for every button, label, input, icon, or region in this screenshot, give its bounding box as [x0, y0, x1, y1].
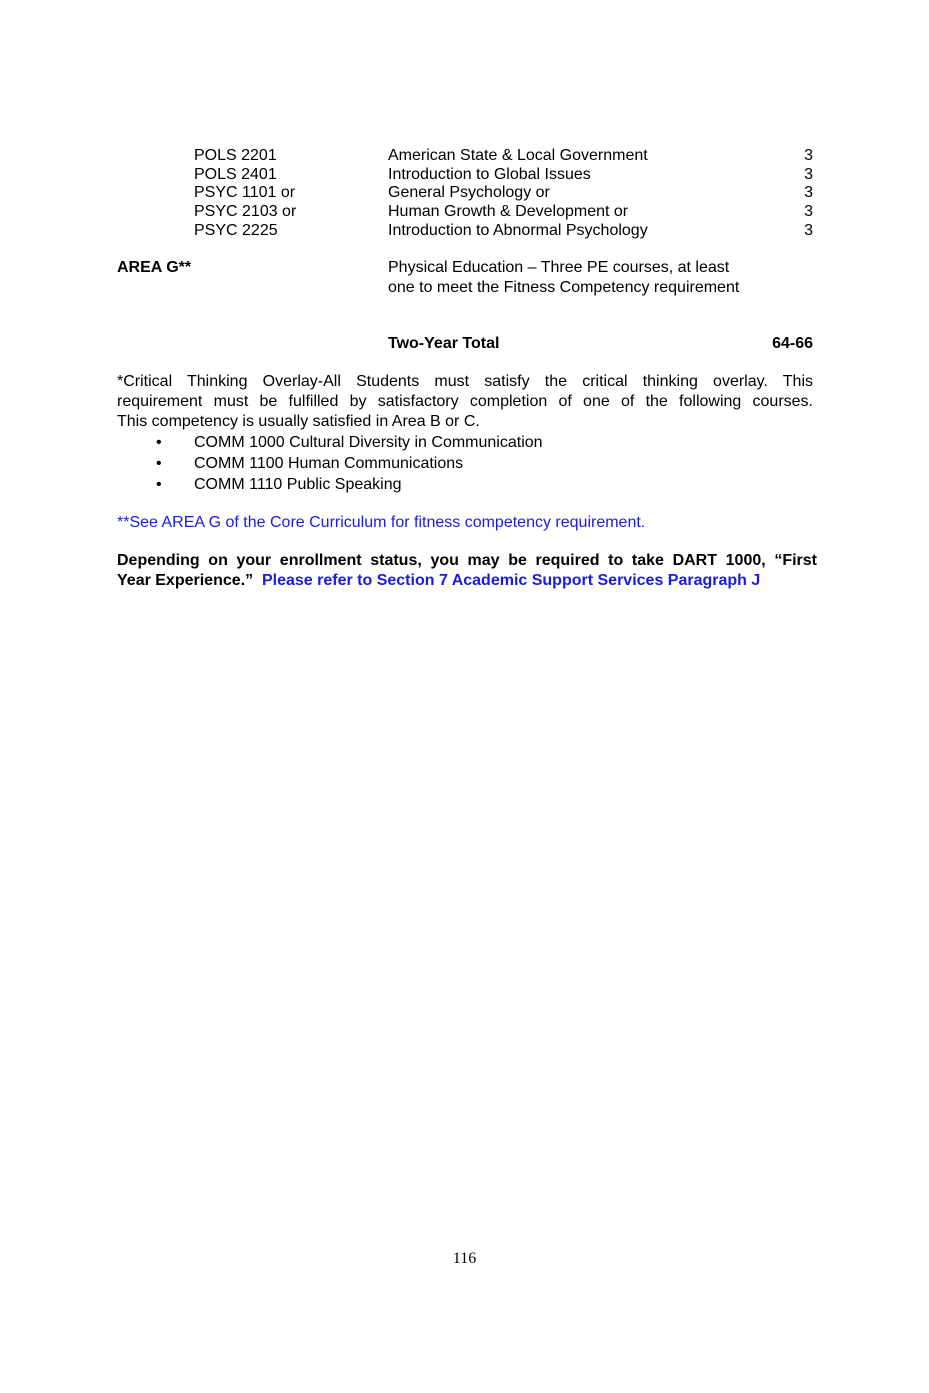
enrollment-notice — [117, 551, 817, 591]
list-item-text: COMM 1110 Public Speaking — [194, 476, 402, 493]
list-item-text: COMM 1000 Cultural Diversity in Communication — [194, 434, 543, 451]
course-credits: 3 — [804, 166, 813, 183]
area-g-description — [388, 258, 808, 298]
list-item-text: COMM 1100 Human Communications — [194, 455, 464, 472]
paragraph-line: This competency is usually satisfied in Area B or C. — [117, 413, 480, 430]
course-row — [0, 202, 929, 221]
course-credits: 3 — [804, 184, 813, 201]
two-year-total-value: 64-66 — [772, 335, 813, 352]
course-row — [0, 183, 929, 202]
course-code: PSYC 2103 or — [194, 203, 297, 220]
list-item — [0, 453, 929, 474]
list-item — [0, 432, 929, 453]
course-row — [0, 221, 929, 240]
two-year-total-label: Two-Year Total — [388, 335, 500, 352]
list-item — [0, 474, 929, 495]
section-7-reference-link[interactable]: Please refer to Section 7 Academic Support Services Paragraph J — [261, 572, 761, 589]
area-g-desc-line: one to meet the Fitness Competency requirement — [388, 279, 740, 296]
bullet-icon: • — [156, 476, 162, 493]
course-code: POLS 2401 — [194, 166, 277, 183]
course-title: Introduction to Abnormal Psychology — [388, 222, 648, 239]
critical-thinking-paragraph — [117, 372, 813, 432]
course-credits: 3 — [804, 147, 813, 164]
area-g-label: AREA G** — [117, 259, 192, 276]
course-title: Human Growth & Development or — [388, 203, 629, 220]
area-g-fitness-note: **See AREA G of the Core Curriculum for fitness competency requirement. — [117, 514, 646, 531]
paragraph-line: requirement must be fulfilled by satisfactory completion of one of the following courses. — [117, 393, 813, 410]
enrollment-line — [117, 571, 817, 591]
course-title: Introduction to Global Issues — [388, 166, 591, 183]
course-credits: 3 — [804, 203, 813, 220]
comm-course-list — [0, 432, 929, 495]
area-g-desc-line: Physical Education – Three PE courses, at least — [388, 259, 730, 276]
enrollment-text: Year Experience.” — [117, 572, 254, 589]
course-title: General Psychology or — [388, 184, 550, 201]
course-code: PSYC 2225 — [194, 222, 278, 239]
page-number: 116 — [452, 1250, 477, 1267]
course-row — [0, 146, 929, 165]
course-code: POLS 2201 — [194, 147, 277, 164]
bullet-icon: • — [156, 455, 162, 472]
course-title: American State & Local Government — [388, 147, 648, 164]
bullet-icon: • — [156, 434, 162, 451]
course-code: PSYC 1101 or — [194, 184, 296, 201]
paragraph-line: *Critical Thinking Overlay-All Students must satisfy the critical thinking overlay. This — [117, 373, 813, 390]
course-credits: 3 — [804, 222, 813, 239]
course-row — [0, 165, 929, 184]
enrollment-line: Depending on your enrollment status, you may be required to take DART 1000, “First — [117, 552, 817, 569]
